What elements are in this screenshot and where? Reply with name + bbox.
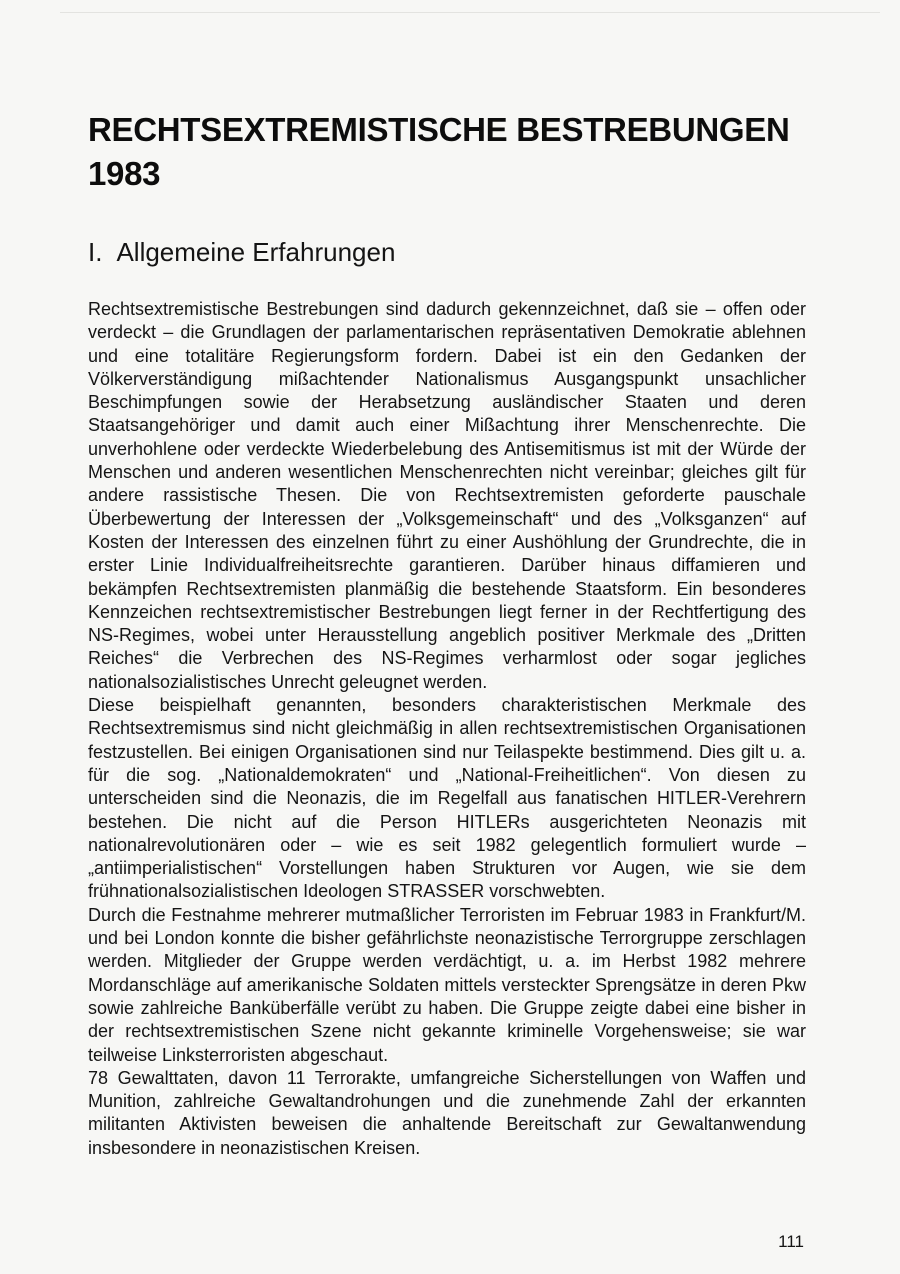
page-number: 111 xyxy=(778,1232,804,1251)
paragraph-2: Diese beispielhaft genannten, besonders charakteristischen Merkmale des Rechtsextremismus sind nicht gleichmäßig in allen rechtsextremistischen Organisationen festzustellen. Bei einigen Organisationen sind nur Teilaspekte bestimmend. Dies gilt u. a. für die sog. „Nationaldemokraten“ und „National-Freiheitlichen“. Von diesen zu unterscheiden sind die Neonazis, die im Regelfall aus fanatischen HITLER-Verehrern bestehen. Die nicht auf die Person HITLERs ausgerichteten Neonazis mit nationalrevolutionären oder – wie es seit 1982 gelegentlich formuliert wurde – „antiimperialistischen“ Vorstellungen haben Strukturen vor Augen, wie sie dem frühnationalsozialistischen Ideologen STRASSER vorschwebten. xyxy=(88,695,806,902)
page-title-line-1: RECHTSEXTREMISTISCHE BESTREBUNGEN xyxy=(88,111,790,148)
body-text xyxy=(88,298,806,1160)
page-title-line-2: 1983 xyxy=(88,155,161,192)
section-title: Allgemeine Erfahrungen xyxy=(116,237,396,267)
section-number: I. xyxy=(88,237,103,267)
paragraph-4: 78 Gewalttaten, davon 11 Terrorakte, umfangreiche Sicherstellungen von Waffen und Munition, zahlreiche Gewaltandrohungen und die zunehmende Zahl der erkannten militanten Aktivisten beweisen die anhaltende Bereitschaft zur Gewaltanwendung insbesondere in neonazistischen Kreisen. xyxy=(88,1067,806,1158)
section-heading xyxy=(88,235,395,269)
page-edge-rule xyxy=(60,12,880,13)
page-title xyxy=(88,108,790,196)
paragraph-1: Rechtsextremistische Bestrebungen sind dadurch gekennzeichnet, daß sie – offen oder verdeckt – die Grundlagen der parlamentarischen repräsentativen Demokratie ablehnen und eine totalitäre Regierungsform fordern. Dabei ist ein den Gedanken der Völkerverständigung mißachtender Nationalismus Ausgangspunkt unsachlicher Beschimpfungen sowie der Herabsetzung ausländischer Staaten und deren Staatsangehöriger und damit auch einer Mißachtung ihrer Menschenrechte. Die unverhohlene oder verdeckte Wiederbelebung des Antisemitismus ist mit der Würde der Menschen und anderen wesentlichen Menschenrechten nicht vereinbar; gleiches gilt für andere rassistische Thesen. Die von Rechtsextremisten geforderte pauschale Überbewertung der Interessen der „Volksgemeinschaft“ und des „Volksganzen“ auf Kosten der Interessen des einzelnen führt zu einer Aushöhlung der Grundrechte, die in erster Linie Individualfreiheitsrechte garantieren. Darüber hinaus diffamieren und bekämpfen Rechtsextremisten planmäßig die bestehende Staatsform. Ein besonderes Kennzeichen rechtsextremistischer Bestrebungen liegt ferner in der Rechtfertigung des NS-Regimes, wobei unter Herausstellung angeblich positiver Merkmale des „Dritten Reiches“ die Verbrechen des NS-Regimes verharmlost oder sogar jegliches nationalsozialistisches Unrecht geleugnet werden. xyxy=(88,299,806,692)
paragraph-3: Durch die Festnahme mehrerer mutmaßlicher Terroristen im Februar 1983 in Frankfurt/M. und bei London konnte die bisher gefährlichste neonazistische Terrorgruppe zerschlagen werden. Mitglieder der Gruppe werden verdächtigt, u. a. im Herbst 1982 mehrere Mordanschläge auf amerikanische Soldaten mittels versteckter Sprengsätze in deren Pkw sowie zahlreiche Banküberfälle verübt zu haben. Die Gruppe zeigte dabei eine bisher in der rechtsextremistischen Szene nicht gekannte kriminelle Vorgehensweise; sie war teilweise Linksterroristen abgeschaut. xyxy=(88,904,806,1065)
